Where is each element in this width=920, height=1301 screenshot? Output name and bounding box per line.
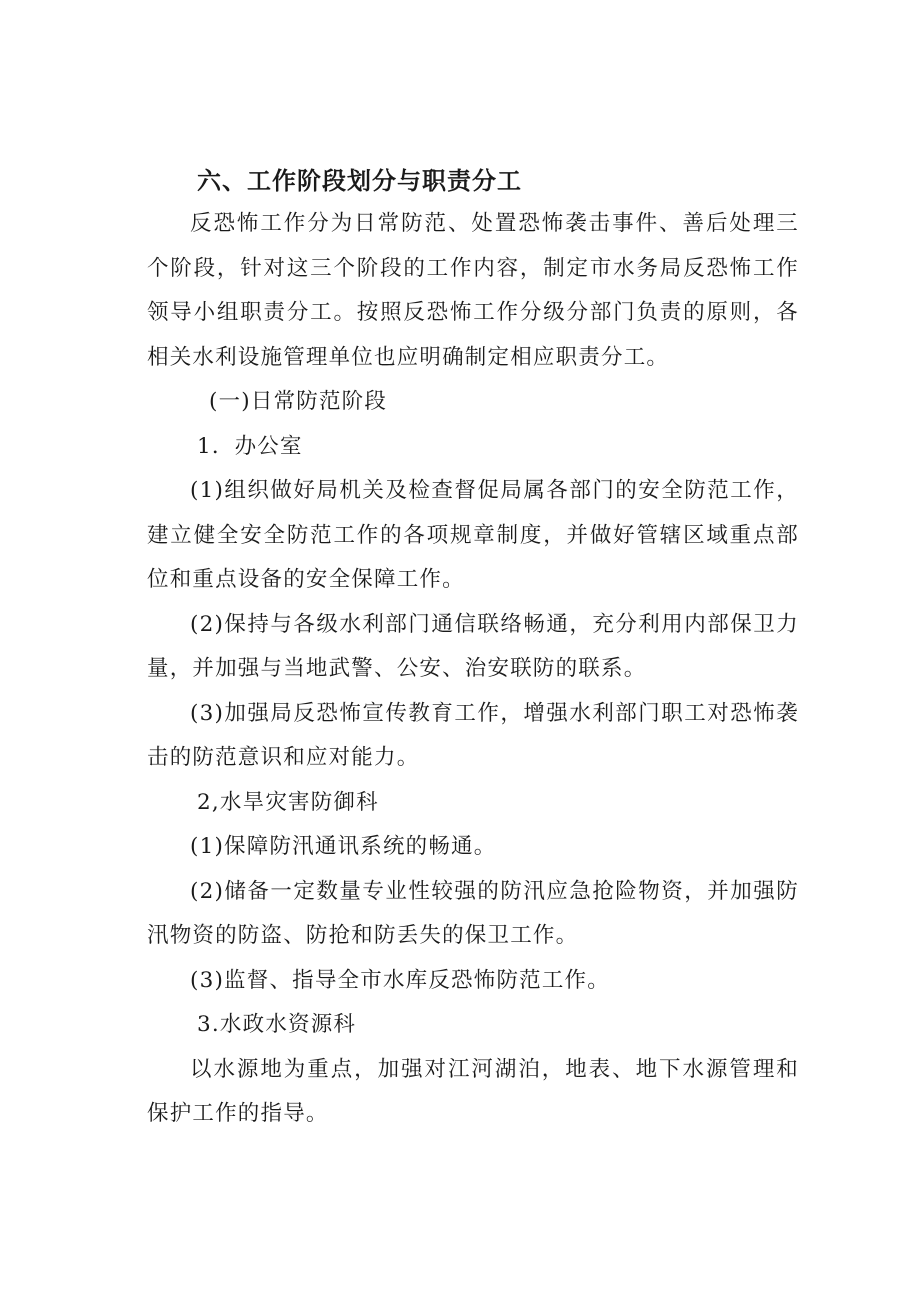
office-item-3: (3)加强局反恐怖宣传教育工作，增强水利部门职工对恐怖袭击的防范意识和应对能力。 [147, 700, 799, 770]
flood-item-1: (1)保障防汛通讯系统的畅通。 [190, 834, 497, 859]
office-title: 1．办公室 [197, 433, 303, 459]
flood-title: 2,水旱灾害防御科 [197, 789, 379, 815]
stage-title: (一)日常防范阶段 [209, 389, 388, 414]
water-paragraph: 以水源地为重点，加强对江河湖泊，地表、地下水源管理和保护工作的指导。 [147, 1056, 799, 1126]
office-item-1: (1)组织做好局机关及检查督促局属各部门的安全防范工作，建立健全安全防范工作的各项规章制度，并做好管辖区域重点部位和重点设备的安全保障工作。 [147, 478, 799, 592]
section-heading: 六、工作阶段划分与职责分工 [197, 167, 522, 195]
flood-item-3: (3)监督、指导全市水库反恐怖防范工作。 [190, 967, 610, 993]
water-title: 3.水政水资源科 [197, 1012, 357, 1037]
flood-item-2: (2)储备一定数量专业性较强的防汛应急抢险物资，并加强防汛物资的防盗、防抢和防丢失的保卫工作。 [147, 878, 799, 948]
document-body [147, 160, 799, 1137]
office-item-2: (2)保持与各级水利部门通信联络畅通，充分利用内部保卫力量，并加强与当地武警、公安、治安联防的联系。 [147, 611, 799, 681]
intro-paragraph: 反恐怖工作分为日常防范、处置恐怖袭击事件、善后处理三个阶段，针对这三个阶段的工作内容，制定市水务局反恐怖工作领导小组职责分工。按照反恐怖工作分级分部门负责的原则，各相关水利设施管理单位也应明确制定相应职责分工。 [147, 211, 799, 370]
